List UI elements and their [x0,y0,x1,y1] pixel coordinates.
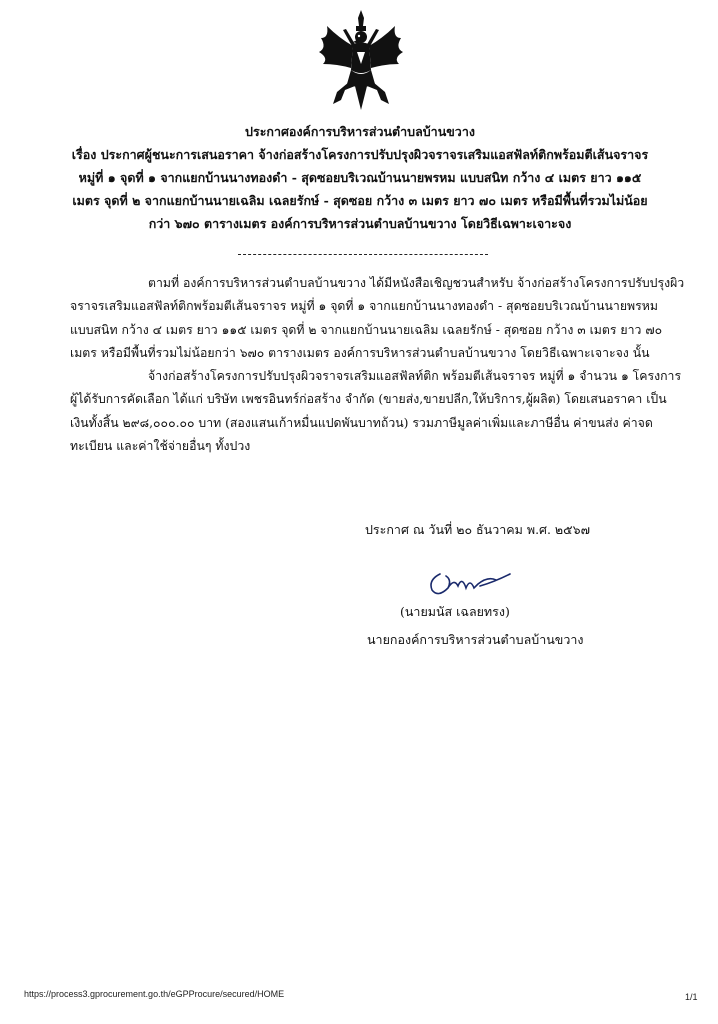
announcement-date: ประกาศ ณ วันที่ ๒๐ ธันวาคม พ.ศ. ๒๕๖๗ [365,522,590,537]
paragraph-line: แบบสนิท กว้าง ๔ เมตร ยาว ๑๑๕ เมตร จุดที่ ๒ จากแยกบ้านนายเฉลิม เฉลยรักษ์ - สุดซอย กว้าง ๓ เมตร ยาว ๗๐ [70,322,663,337]
footer-url: https://process3.gprocurement.go.th/eGPProcure/secured/HOME [24,989,285,999]
subject-line: กว่า ๖๗๐ ตารางเมตร องค์การบริหารส่วนตำบลบ้านขวาง โดยวิธีเฉพาะเจาะจง [148,216,572,231]
paragraph-line: เมตร หรือมีพื้นที่รวมไม่น้อยกว่า ๖๗๐ ตารางเมตร องค์การบริหารส่วนตำบลบ้านขวาง โดยวิธีเฉพาะเจาะจง นั้น [70,345,650,360]
paragraph-line: จ้างก่อสร้างโครงการปรับปรุงผิวจราจรเสริมแอสฟัลท์ติก พร้อมตีเส้นจราจร หมู่ที่ ๑ จำนวน ๑ โครงการ [148,369,682,384]
paragraph-line: ทะเบียน และค่าใช้จ่ายอื่นๆ ทั้งปวง [70,439,251,454]
announcement-title: ประกาศองค์การบริหารส่วนตำบลบ้านขวาง [245,124,475,139]
handwritten-signature-icon [418,566,528,602]
garuda-emblem-icon [313,8,409,112]
paragraph-line: ตามที่ องค์การบริหารส่วนตำบลบ้านขวาง ได้มีหนังสือเชิญชวนสำหรับ จ้างก่อสร้างโครงการปรับปรุงผิว [148,276,685,290]
paragraph-line: เงินทั้งสิ้น ๒๙๘,๐๐๐.๐๐ บาท (สองแสนเก้าหมื่นแปดพันบาทถ้วน) รวมภาษีมูลค่าเพิ่มและภาษีอื่น ค่าขนส่ง ค่าจด [70,415,653,430]
dashed-separator [238,254,488,255]
subject-line: หมู่ที่ ๑ จุดที่ ๑ จากแยกบ้านนางทองดำ - สุดซอยบริเวณบ้านนายพรหม แบบสนิท กว้าง ๔ เมตร ยาว ๑๑๕ [78,170,642,185]
paragraph-line: จราจรเสริมแอสฟัลท์ติกพร้อมตีเส้นจราจร หมู่ที่ ๑ จุดที่ ๑ จากแยกบ้านนางทองดำ - สุดซอยบริเวณบ้านนายพรหม [70,299,658,314]
announcement-body [70,272,685,458]
subject-line: เมตร จุดที่ ๒ จากแยกบ้านนายเฉลิม เฉลยรักษ์ - สุดซอย กว้าง ๓ เมตร ยาว ๗๐ เมตร หรือมีพื้นที่รวมไม่น้อย [72,193,648,208]
signer-title: นายกองค์การบริหารส่วนตำบลบ้านขวาง [367,632,584,647]
paragraph-line: ผู้ได้รับการคัดเลือก ได้แก่ บริษัท เพชรอินทร์ก่อสร้าง จำกัด (ขายส่ง,ขายปลีก,ให้บริการ,ผู้ผลิต) โดยเสนอราคา เป็น [70,392,667,407]
subject-line: เรื่อง ประกาศผู้ชนะการเสนอราคา จ้างก่อสร้างโครงการปรับปรุงผิวจราจรเสริมแอสฟัลท์ติกพร้อมตีเส้นจราจร [71,147,649,162]
page-number: 1/1 [685,992,698,1002]
announcement-heading [50,120,670,235]
signer-name: (นายมนัส เฉลยทรง) [400,604,510,619]
